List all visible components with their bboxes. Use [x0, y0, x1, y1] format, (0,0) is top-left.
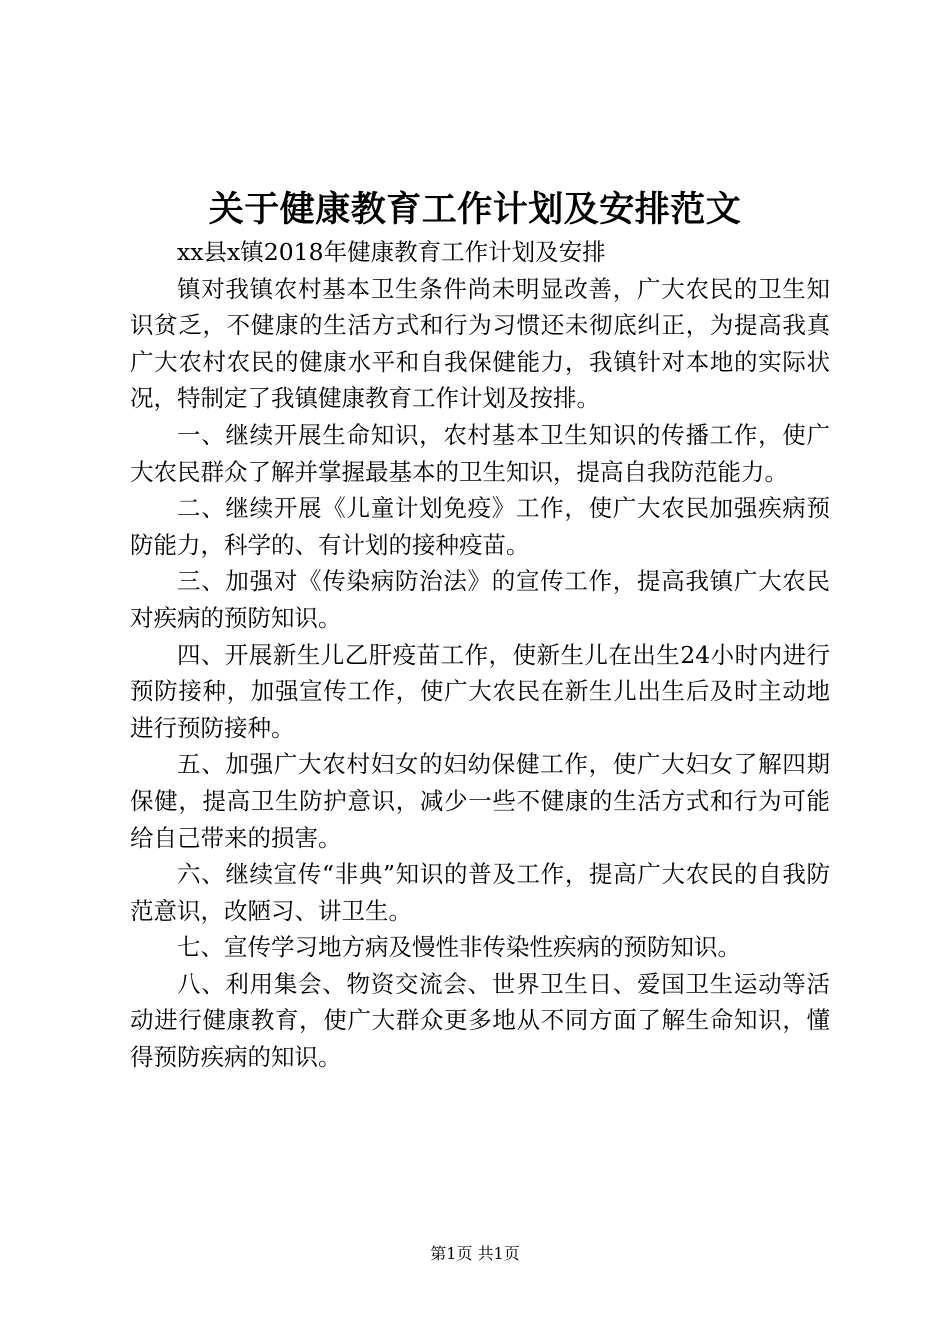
document-subtitle: xx县x镇2018年健康教育工作计划及安排 [177, 238, 606, 266]
document-body [130, 234, 830, 1076]
paragraph-item-1: 一、继续开展生命知识，农村基本卫生知识的传播工作，使广大农民群众了解并掌握最基本的卫生知识，提高自我防范能力。 [130, 420, 830, 486]
page-footer: 第1页 共1页 [430, 1244, 520, 1263]
paragraph-item-6: 六、继续宣传“非典”知识的普及工作，提高广大农民的自我防范意识，改陋习、讲卫生。 [130, 860, 830, 925]
document-title: 关于健康教育工作计划及安排范文 [208, 189, 742, 230]
paragraph-intro: 镇对我镇农村基本卫生条件尚未明显改善，广大农民的卫生知识贫乏，不健康的生活方式和行为习惯还未彻底纠正，为提高我真广大农村农民的健康水平和自我保健能力，我镇针对本地的实际状况，特制定了我镇健康教育工作计划及按排。 [130, 274, 830, 413]
paragraph-item-8: 八、利用集会、物资交流会、世界卫生日、爱国卫生运动等活动进行健康教育，使广大群众更多地从不同方面了解生命知识，懂得预防疾病的知识。 [130, 969, 830, 1072]
paragraph-item-3: 三、加强对《传染病防治法》的宣传工作，提高我镇广大农民对疾病的预防知识。 [130, 567, 830, 632]
paragraph-item-5: 五、加强广大农村妇女的妇幼保健工作，使广大妇女了解四期保健，提高卫生防护意识，减少一些不健康的生活方式和行为可能给自己带来的损害。 [130, 750, 830, 852]
paragraph-item-4: 四、开展新生儿乙肝疫苗工作，使新生儿在出生24小时内进行预防接种，加强宣传工作，使广大农民在新生儿出生后及时主动地进行预防接种。 [130, 640, 830, 742]
paragraph-item-7: 七、宣传学习地方病及慢性非传染性疾病的预防知识。 [177, 933, 741, 962]
paragraph-item-2: 二、继续开展《儿童计划免疫》工作，使广大农民加强疾病预防能力，科学的、有计划的接种疫苗。 [130, 494, 830, 559]
